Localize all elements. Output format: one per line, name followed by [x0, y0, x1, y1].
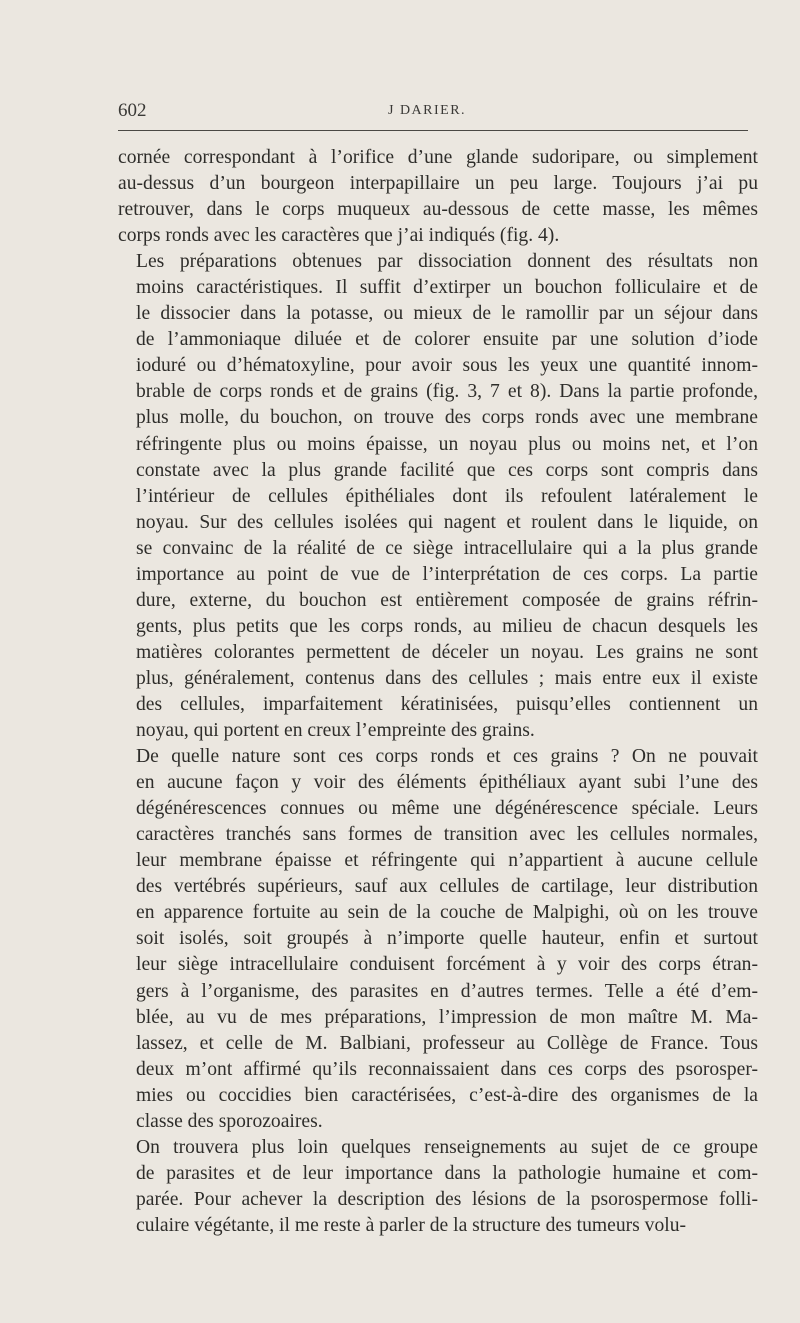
text-line: plus molle, du bouchon, on trouve des corps ronds avec une membrane: [136, 407, 758, 429]
text-line: des cellules, imparfaitement kératinisées, puisqu’elles contiennent un: [136, 693, 758, 715]
text-line: des vertébrés supérieurs, sauf aux cellules de cartilage, leur distribution: [136, 876, 758, 898]
text-line: ioduré ou d’hématoxyline, pour avoir sous les yeux une quantité innom-: [136, 355, 758, 377]
text-line: soit isolés, soit groupés à n’importe quelle hauteur, enfin et surtout: [136, 928, 758, 950]
paragraph: [118, 249, 758, 744]
text-line: matières colorantes permettent de déceler un noyau. Les grains ne sont: [136, 641, 758, 663]
text-line: retrouver, dans le corps muqueux au-dessous de cette masse, les mêmes: [118, 199, 758, 221]
text-line: en apparence fortuite au sein de la couche de Malpighi, où on les trouve: [136, 902, 758, 924]
page-header: [118, 100, 748, 126]
text-line: en aucune façon y voir des éléments épithéliaux ayant subi l’une des: [136, 772, 758, 794]
text-line: corps ronds avec les caractères que j’ai indiqués (fig. 4).: [118, 225, 560, 247]
text-line: brable de corps ronds et de grains (fig. 3, 7 et 8). Dans la partie profonde,: [136, 381, 758, 403]
text-line: On trouvera plus loin quelques renseignements au sujet de ce groupe: [136, 1136, 758, 1158]
body-text: [118, 145, 758, 1239]
text-line: leur siège intracellulaire conduisent forcément à y voir des corps étran-: [136, 954, 758, 976]
header-rule: [118, 130, 748, 131]
paragraph: [118, 145, 758, 249]
text-line: gents, plus petits que les corps ronds, au milieu de chacun desquels les: [136, 615, 758, 637]
paragraph: [118, 1135, 758, 1239]
text-line: caractères tranchés sans formes de transition avec les cellules normales,: [136, 824, 758, 846]
text-line: lassez, et celle de M. Balbiani, professeur au Collège de France. Tous: [136, 1032, 758, 1054]
text-line: noyau, qui portent en creux l’empreinte des grains.: [136, 720, 535, 742]
text-line: moins caractéristiques. Il suffit d’extirper un bouchon folliculaire et de: [136, 277, 758, 299]
text-line: deux m’ont affirmé qu’ils reconnaissaient dans ces corps des psorosper-: [136, 1058, 758, 1080]
text-line: constate avec la plus grande facilité que ces corps sont compris dans: [136, 459, 758, 481]
text-line: De quelle nature sont ces corps ronds et ces grains ? On ne pouvait: [136, 746, 758, 768]
paragraph: [118, 744, 758, 1135]
text-line: dégénérescences connues ou même une dégénérescence spéciale. Leurs: [136, 798, 758, 820]
text-line: Les préparations obtenues par dissociation donnent des résultats non: [136, 251, 758, 273]
text-line: cornée correspondant à l’orifice d’une glande sudoripare, ou simplement: [118, 147, 758, 168]
text-line: se convainc de la réalité de ce siège intracellulaire qui a la plus grande: [136, 537, 758, 559]
page-number: 602: [118, 100, 147, 121]
text-line: parée. Pour achever la description des lésions de la psorospermose folli-: [136, 1188, 758, 1210]
text-line: leur membrane épaisse et réfringente qui n’appartient à aucune cellule: [136, 850, 758, 872]
text-line: dure, externe, du bouchon est entièrement composée de grains réfrin-: [136, 589, 758, 611]
running-head: J DARIER.: [388, 103, 467, 118]
text-line: importance au point de vue de l’interprétation de ces corps. La partie: [136, 563, 758, 585]
text-line: blée, au vu de mes préparations, l’impression de mon maître M. Ma-: [136, 1006, 758, 1028]
text-line: au-dessus d’un bourgeon interpapillaire un peu large. Toujours j’ai pu: [118, 173, 758, 195]
text-line: plus, généralement, contenus dans des cellules ; mais entre eux il existe: [136, 667, 758, 689]
text-line: de parasites et de leur importance dans la pathologie humaine et com-: [136, 1162, 758, 1184]
text-line: classe des sporozoaires.: [136, 1110, 323, 1132]
text-line: mies ou coccidies bien caractérisées, c’est-à-dire des organismes de la: [136, 1084, 758, 1106]
text-line: réfringente plus ou moins épaisse, un noyau plus ou moins net, et l’on: [136, 433, 758, 455]
text-line: de l’ammoniaque diluée et de colorer ensuite par une solution d’iode: [136, 329, 758, 351]
text-line: l’intérieur de cellules épithéliales dont ils refoulent latéralement le: [136, 485, 758, 507]
text-line: noyau. Sur des cellules isolées qui nagent et roulent dans le liquide, on: [136, 511, 758, 533]
text-line: culaire végétante, il me reste à parler de la structure des tumeurs volu-: [136, 1214, 687, 1236]
text-line: gers à l’organisme, des parasites en d’autres termes. Telle a été d’em-: [136, 980, 758, 1002]
text-line: le dissocier dans la potasse, ou mieux de le ramollir par un séjour dans: [136, 303, 758, 325]
